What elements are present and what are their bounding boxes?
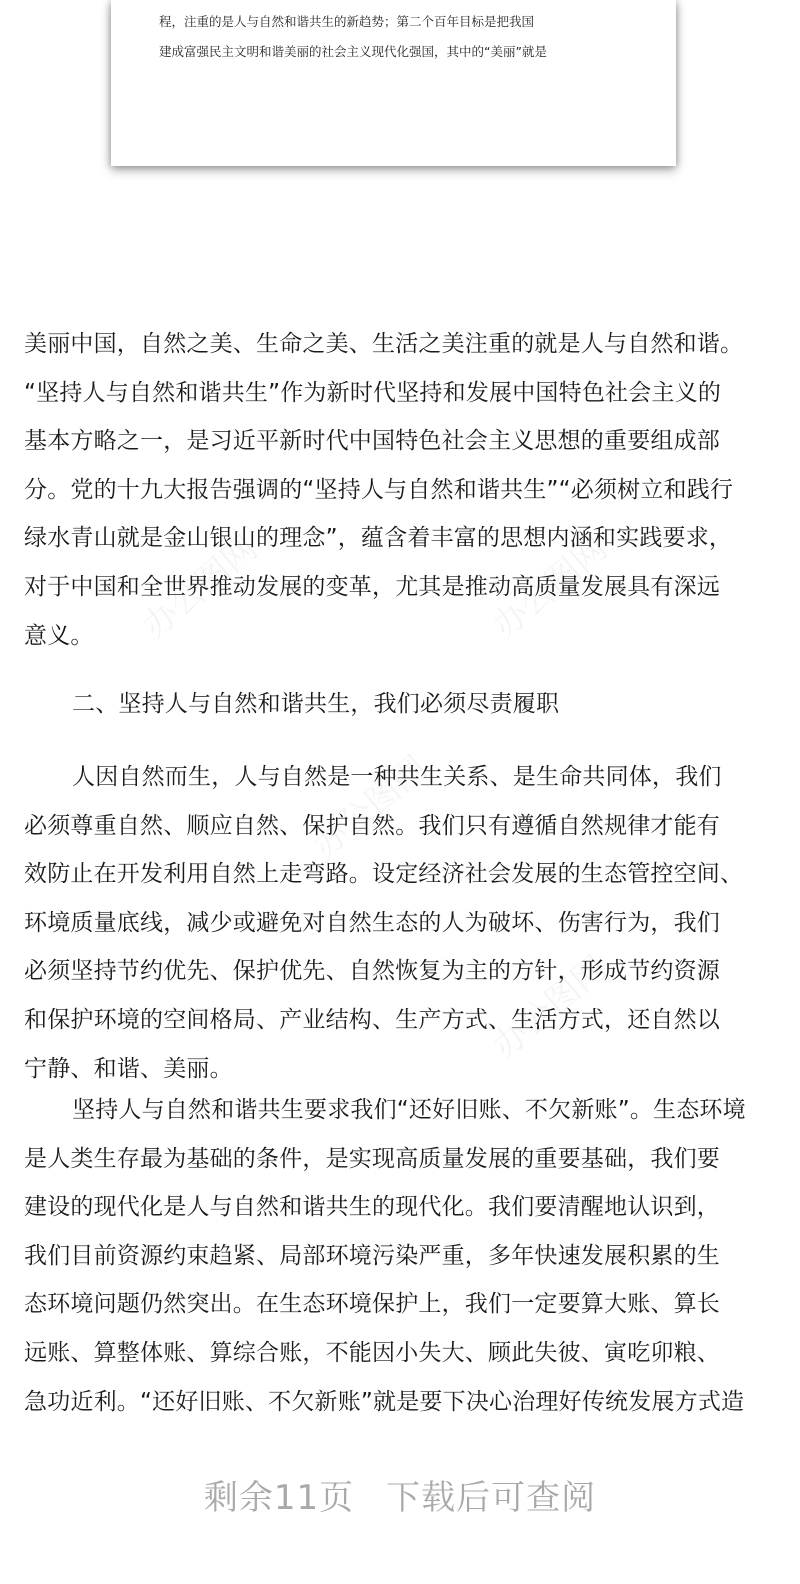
- text-line: 建设的现代化是人与自然和谐共生的现代化。我们要清醒地认识到，: [24, 1194, 720, 1221]
- paragraph-1: [24, 320, 776, 660]
- section-heading: [24, 680, 776, 729]
- heading-text: 二、坚持人与自然和谐共生，我们必须尽责履职: [72, 691, 560, 717]
- text-line: 基本方略之一，是习近平新时代中国特色社会主义思想的重要组成部: [24, 428, 720, 455]
- text-line: 美丽中国，自然之美、生命之美、生活之美注重的就是人与自然和谐。: [24, 331, 744, 357]
- text-line: 环境质量底线，减少或避免对自然生态的人为破坏、伤害行为，我们: [24, 909, 720, 936]
- text-line: 必须坚持节约优先、保护优先、自然恢复为主的方针，形成节约资源: [24, 958, 720, 985]
- text-line: 态环境问题仍然突出。在生态环境保护上，我们一定要算大账、算长: [24, 1291, 720, 1318]
- text-line: 我们目前资源约束趋紧、局部环境污染严重，多年快速发展积累的生: [24, 1242, 720, 1269]
- text-line: 是人类生存最为基础的条件，是实现高质量发展的重要基础，我们要: [24, 1145, 720, 1172]
- remaining-pages-label: 剩余11页: [203, 1478, 355, 1518]
- preview-text-line: 程，注重的是人与自然和谐共生的新趋势；第二个百年目标是把我国: [159, 14, 535, 29]
- text-line: 人因自然而生，人与自然是一种共生关系、是生命共同体，我们: [72, 764, 722, 790]
- page-preview-card: [111, 0, 676, 166]
- text-line: 远账、算整体账、算综合账，不能因小失大、顾此失彼、寅吃卯粮、: [24, 1339, 720, 1366]
- text-line: 绿水青山就是金山银山的理念”，蕴含着丰富的思想内涵和实践要求，: [24, 525, 733, 552]
- text-line: 分。党的十九大报告强调的“坚持人与自然和谐共生”“必须树立和践行: [24, 476, 734, 503]
- text-line: 宁静、和谐、美丽。: [24, 1055, 233, 1082]
- text-line: 对于中国和全世界推动发展的变革，尤其是推动高质量发展具有深远: [24, 573, 720, 600]
- text-line: 坚持人与自然和谐共生要求我们“还好旧账、不欠新账”。生态环境: [72, 1097, 746, 1123]
- text-line: 效防止在开发利用自然上走弯路。设定经济社会发展的生态管控空间、: [24, 861, 744, 888]
- text-line: 必须尊重自然、顺应自然、保护自然。我们只有遵循自然规律才能有: [24, 812, 720, 839]
- text-line: 急功近利。“还好旧账、不欠新账”就是要下决心治理好传统发展方式造: [24, 1388, 745, 1415]
- paragraph-2: [24, 753, 776, 1093]
- remaining-pages-banner[interactable]: [0, 1470, 800, 1519]
- text-line: 意义。: [24, 622, 94, 649]
- download-to-view-label: 下载后可查阅: [386, 1478, 597, 1518]
- text-line: 和保护环境的空间格局、产业结构、生产方式、生活方式，还自然以: [24, 1006, 720, 1033]
- text-line: “坚持人与自然和谐共生”作为新时代坚持和发展中国特色社会主义的: [24, 379, 722, 406]
- paragraph-3: [24, 1086, 776, 1426]
- preview-text-line: 建成富强民主文明和谐美丽的社会主义现代化强国，其中的“美丽”就是: [159, 44, 547, 59]
